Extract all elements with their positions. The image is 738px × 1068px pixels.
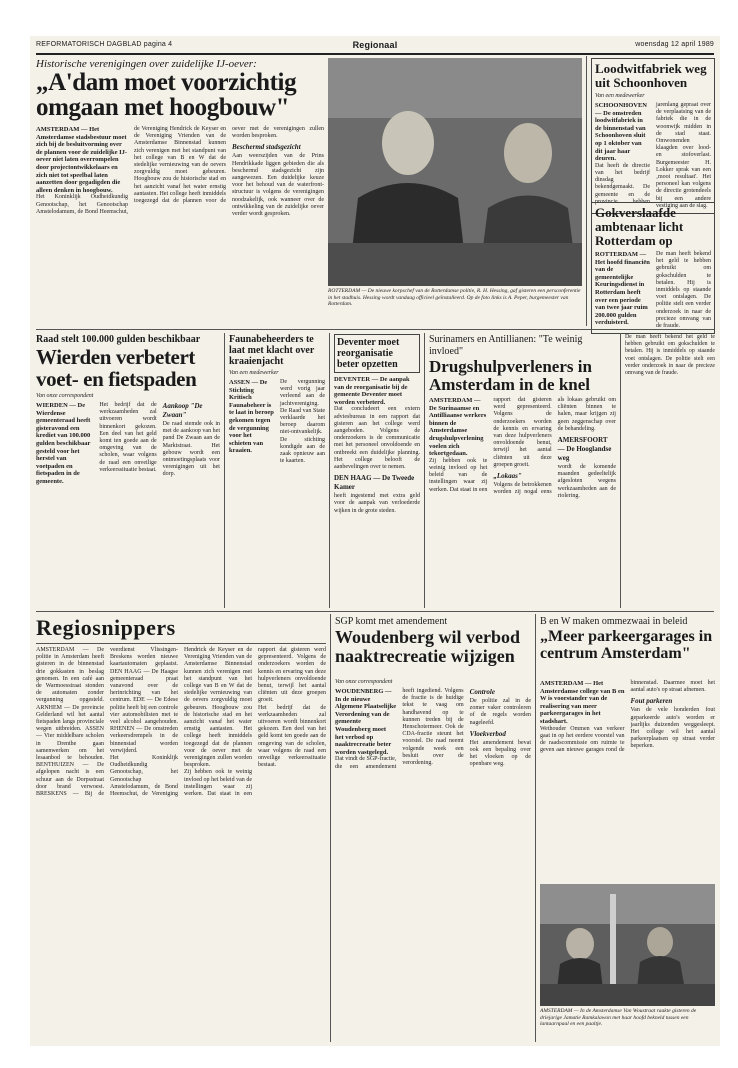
drugshulp-article (429, 334, 616, 606)
regiosnippers-text-3: Zij hebben ook te weinig invloed op het beleid van de instellingen waar zij werken. Dat staat in een rapport dat gisteren werd gepresenteerd. Volgens de onderzoekers worden de kennis en ervaring van deze hulpverleners onvoldoende benut, terwijl het aantal cliënten uit deze groepen groeit. (184, 647, 326, 798)
regiosnippers-text-4: Het bedrijf dat de werkzaamheden zal uitvoeren wordt binnenkort gekozen. Een deel van het geld komt ten goede aan de omgeving van de scholen, waar volgens de raad een onveilige verkeerssituatie bestaat. (258, 704, 326, 769)
drugs-body: Zij hebben ook te weinig invloed op het beleid van de instellingen waar zij werken. Dat staat in een rapport dat gisteren werd gepresenteerd. Volgens de onderzoekers worden de kennis en ervaring van deze hulpverleners onvoldoende benut, terwijl het aantal cliënten uit deze groepen groeit. (429, 397, 552, 493)
woudenberg-headline-block (335, 616, 531, 674)
header-paper-name: REFORMATORISCH DAGBLAD pagina 4 (36, 41, 173, 48)
woudenberg-article-body (335, 676, 531, 1038)
fauna-body: De vergunning werd vorig jaar verleend aan de jachtvereniging. De Raad van State verklaarde het beroep daarom niet-ontvankelijk. De stichting kondigde aan de zaak opnieuw aan te kaarten. (280, 379, 325, 465)
parkeergarages-article-body (540, 680, 715, 880)
sgp-subhead: Controle (469, 688, 495, 696)
deventer-brief-body: heeft ingestemd met extra geld voor de aanpak van verloederde wijken in de grote steden. (334, 493, 420, 514)
fauna-headline: Faunabeheerders te laat met klacht over kraaienjacht (229, 334, 315, 367)
main-lead: AMSTERDAM — Het Amsterdamse stadsbestuur moet zich bij de besluitvorming over de plannen voor de zuidelijke IJ-oever niet laten overrompelen door projectontwikkelaars en zich niet tot speelbal laten aanzetten door gegadigden die alleen denken in hoogbouw. (36, 126, 128, 194)
deventer-brief-head: DEN HAAG — De Tweede Kamer (334, 474, 415, 492)
sgp-body: Dat vindt de SGP-fractie, die een amendement heeft ingediend. Volgens de fractie is de huidige tekst te vaag om handhavend op te kunnen treden bij de Henschotermeer. Ook de CDA-fractie steunt het voorstel. De raad neemt volgende week een besluit over de verordening. (335, 688, 464, 770)
press-conference-photo (328, 58, 582, 286)
wierden-headline: Wierden verbetert voet- en fietspaden (36, 345, 197, 391)
loodwit-body: Dat heeft de directie van het bedrijf dinsdag bekendgemaakt. De gemeente en de provincie hebben jarenlang gepraat over de verplaatsing van de fabriek die in de woonwijk midden in de stad staat. Omwonenden klaagden over lood- en stofoverlast. Burgemeester H. Lokker sprak van een ‚mooi resultaat'. Het personeel kan volgens de directie grotendeels bij een andere vestiging aan de slag. (595, 102, 711, 209)
header-section: Regionaal (352, 40, 398, 50)
accident-photo-caption: AMSTERDAM — In de Amsterdamse Van Woustraat raakte gisteren de driejarige Jamatie Ramkalawon met haar hoofd bekneld tussen een lantaarnpaal en een paaltje. (540, 1008, 697, 1028)
gokverslaafde-article (591, 202, 715, 330)
loodwit-headline: Loodwitfabriek weg uit Schoonhoven (595, 61, 707, 90)
sgp-lead: WOUDENBERG — In de nieuwe Algemene Plaatselijke Verordening van de gemeente Woudenberg moet het verbod op naaktrecreatie beter worden vastgelegd. (335, 688, 397, 756)
header-date: woensdag 12 april 1989 (635, 41, 714, 48)
regiosnippers-text: AMSTERDAM — De politie in Amsterdam heeft gisteren in de binnenstad drie gokkasten in beslag genomen. In een café aan de Warmoesstraat stonden de automaten zonder vergunning opgesteld. ARNHEM — De provincie Gelderland wil het aantal fietspaden langs provinciale wegen uitbreiden. ASSEN — Vier middelbare scholen in Drenthe gaan samenwerken om het lesaanbod te behouden. BENTHUIZEN — De afgelopen nacht is een schuur aan de Dorpsstraat door brand verwoest. BRESKENS — Bij de veerdienst Vlissingen-Breskens worden nieuwe kaartautomaten geplaatst. DEN HAAG — De Haagse gemeenteraad praat vanavond over de herinrichting van het centrum. EDE — De Edese politie heeft bij een controle vier automobilisten met te veel alcohol aangehouden. RHENEN — De omstreden verkeersdrempels in de binnenstad worden verwijderd. (36, 647, 178, 798)
drugs-subhead: „Lokaas" (493, 472, 522, 481)
drugs-headline: Drugshulpverleners in Amsterdam in de knel (429, 357, 592, 394)
main-subhead: Beschermd stadsgezicht (232, 143, 301, 152)
wierden-article (36, 334, 220, 606)
drugs-brief-body: wordt de komende maanden gedeeltelijk afgesloten wegens werkzaamheden aan de riolering. (557, 464, 616, 499)
regiosnippers-body (36, 647, 326, 1039)
main-body: Het Koninklijk Oudheidkundig Genootschap, het Genootschap Amstelodamum, de Bond Heemschut, de Vereniging Hendrick de Keyser en de Vereniging Vrienden van de Amsterdamse Binnenstad kunnen zich verenigen met het standpunt van het college van B en W dat de stedelijke vernieuwing van de oevers zorgvuldig moet gebeuren. Hoogbouw zou de historische stad en het aanzicht vanaf het water ernstig aantasten. Het college heeft inmiddels toegezegd dat de plannen voor de oever met de verenigingen zullen worden besproken. (36, 126, 324, 215)
bnw-side-lead: De man heeft bekend het geld te hebben gebruikt om gokschulden te betalen. Hij is inmiddels op staande voet ontslagen. De politie stelt een verder onderzoek in naar de precieze omvang van de fraude. (625, 334, 715, 377)
sgp-kicker: SGP komt met amendement (335, 616, 448, 627)
fauna-lead: ASSEN — De Stichting Kritisch Faunabeheer is te laat in beroep gekomen tegen de vergunning voor het schieten van kraaien. (229, 379, 274, 455)
wierden-byline: Van onze correspondent (36, 393, 94, 399)
regiosnippers-title: Regiosnippers (36, 615, 176, 640)
loodwit-byline: Van een medewerker (595, 93, 645, 99)
main-headline: „A'dam moet voorzichtig omgaan met hoogbouw" (36, 69, 297, 121)
press-photo-caption: ROTTERDAM — De nieuwe korpschef van de Rotterdamse politie, R. H. Hessing, gaf gisteren een persconferentie in het stadhuis. Hessing wordt vandaag officieel geïnstalleerd. Op de foto links is A. Peper, burgemeester van Rotterdam. (328, 288, 581, 308)
regiosnippers-title-block (36, 616, 326, 642)
deventer-lead: DEVENTER — De aanpak van de reorganisatie bij de gemeente Deventer moet worden verbeterd. (334, 376, 410, 406)
wierden-lead: WIERDEN — De Wierdense gemeenteraad heeft gisteravond een krediet van 100.000 gulden beschikbaar gesteld voor het herstel van voetpaden en fietspaden in de gemeente. (36, 402, 91, 485)
bnw-side-article (625, 334, 715, 606)
drugs-lead: AMSTERDAM — De Surinaamse en Antilliaanse werkers binnen de Amsterdamse drugshulpverlening voelen zich tekortgedaan. (429, 397, 487, 458)
sgp-byline: Van onze correspondent (335, 679, 393, 685)
deventer-article (334, 334, 420, 606)
wierden-body: Het bedrijf dat de werkzaamheden zal uitvoeren wordt binnenkort gekozen. Een deel van het geld komt ten goede aan de omgeving van de scholen, waar volgens de raad een onveilige verkeerssituatie bestaat. (99, 402, 157, 473)
street-accident-photo (540, 884, 715, 1006)
bnw-kicker: B en W maken ommezwaai in beleid (540, 616, 688, 627)
bnw-subhead: Fout parkeren (630, 697, 673, 706)
gok-body: De man heeft bekend het geld te hebben gebruikt om gokschulden te betalen. Hij is inmiddels op staande voet ontslagen. De politie stelt een verder onderzoek in naar de precieze omvang van de fraude. (656, 251, 711, 330)
main-kicker: Historische verenigingen over zuidelijke IJ-oever: (36, 58, 257, 70)
drugs-body-2: Volgens de betrokkenen worden zij nogal eens als lokaas gebruikt om cliënten binnen te halen, maar krijgen zij geen zeggenschap over de behandeling. (493, 397, 616, 496)
loodwit-lead: SCHOONHOVEN — De omstreden loodwitfabriek in de binnenstad van Schoonhoven sluit op 1 oktober van dit jaar haar deuren. (595, 102, 648, 163)
drugs-brief-head: AMERSFOORT — De Hooglandse weg (557, 436, 612, 463)
parkeergarages-headline-block (540, 616, 715, 678)
deventer-headline: Deventer moet reorganisatie beter opzetten (337, 337, 400, 370)
loodwit-article (591, 58, 715, 209)
main-headline-block (36, 58, 324, 124)
sgp-body-2: De politie zal in de zomer vaker controleren of de regels worden nageleefd. (469, 698, 531, 726)
sgp-headline: Woudenberg wil verbod naaktrecreatie wijzigen (335, 627, 521, 666)
page-header (36, 39, 714, 55)
regiosnippers-text-2: Het Koninklijk Oudheidkundig Genootschap, het Genootschap Amstelodamum, de Bond Heemschut, de Vereniging Hendrick de Keyser en de Vereniging Vrienden van de Amsterdamse Binnenstad kunnen zich verenigen met het standpunt van het college van B en W dat de stedelijke vernieuwing van de oevers zorgvuldig moet gebeuren. Hoogbouw zou de historische stad en het aanzicht vanaf het water ernstig aantasten. Het college heeft inmiddels toegezegd dat de plannen voor de oever met de verenigingen zullen worden besproken. (110, 647, 252, 798)
main-article-body (36, 126, 324, 326)
wierden-kicker: Raad stelt 100.000 gulden beschikbaar (36, 334, 201, 345)
fauna-article (229, 334, 325, 606)
bnw-headline: „Meer parkeergarages in centrum Amsterdam" (540, 628, 713, 662)
gok-lead: ROTTERDAM — Het hoofd financiën van de gemeentelijke Keuringsdienst in Rotterdam heeft over een periode van twee jaar ruim 200.000 gulden verduisterd. (595, 251, 650, 327)
wierden-subhead: Aankoop "De Zwaan" (162, 402, 203, 419)
deventer-body: Dat concludeert een extern adviesbureau in een rapport dat gisteren aan het college werd aangeboden. Volgens de onderzoekers is de communicatie met het personeel onvoldoende en ontbreekt een duidelijke planning. Het college belooft de aanbevelingen over te nemen. (334, 406, 420, 470)
wierden-body-2: De raad stemde ook in met de aankoop van het pand De Zwaan aan de Marktstraat. Het gebouw wordt een ontmoetingsplaats voor verenigingen uit het dorp. (162, 421, 220, 478)
fauna-byline: Van een medewerker (229, 370, 279, 376)
main-body-2: Aan weerszijden van de Prins Hendrikkade liggen gebieden die als beschermd stadsgezicht zijn aangewezen. Een duidelijke keuze voor het behoud van de waterfront-structuur is volgens de verenigingen noodzakelijk, ook wanneer over de ontwikkeling van de zuidelijke oever verder wordt gesproken. (232, 153, 324, 218)
sgp-subhead-2: Vloekverbod (469, 729, 506, 738)
gok-headline: Gokverslaafde ambtenaar licht Rotterdam op (595, 205, 684, 248)
drugs-kicker: Surinamers en Antillianen: "Te weinig invloed" (429, 334, 583, 357)
bnw-lead: AMSTERDAM — Het Amsterdamse college van B en W is voorstander van de realisering van meer parkeergarages in het stadshart. (540, 680, 625, 725)
bnw-body-2: Van de vele honderden fout geparkeerde auto's worden er jaarlijks duizenden weggesleept. Het college wil het aantal parkeerplaatsen op straat verder beperken. (630, 707, 715, 750)
bnw-body: Wethouder Ommen van verkeer gaat in op het eerdere voorstel van de raadscommissie om ruimte te geven aan nieuwe garages rond de binnenstad. Daarmee moet het aantal auto's op straat afnemen. (540, 680, 715, 754)
sgp-body-3: Het amendement bevat ook een bepaling over het vloeken op de openbare weg. (469, 739, 531, 768)
newspaper-page (30, 36, 720, 1046)
